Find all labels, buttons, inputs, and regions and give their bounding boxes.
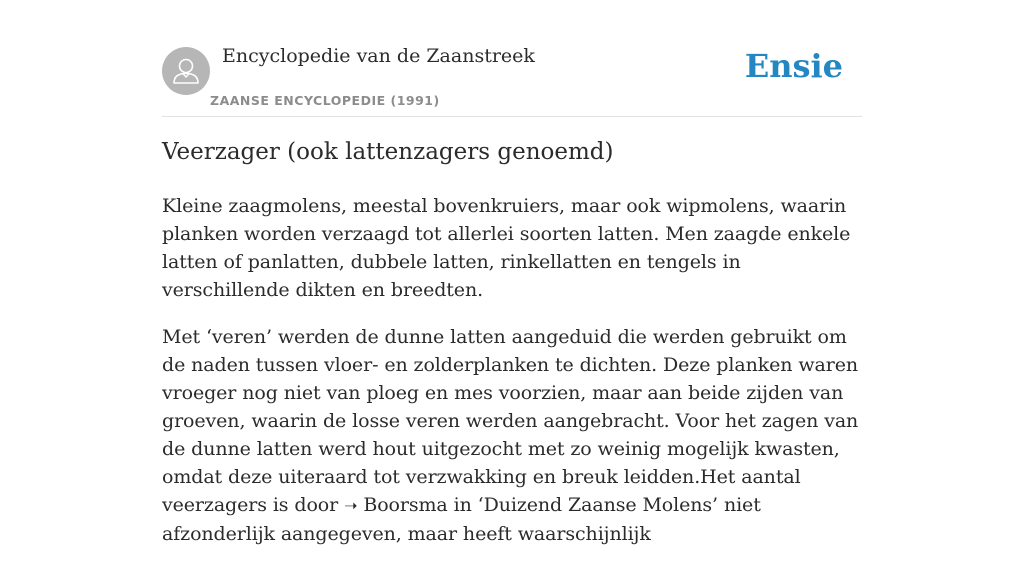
article-body [162, 192, 862, 567]
reference-link-boorsma[interactable]: Boorsma [363, 494, 448, 516]
user-avatar-icon[interactable] [162, 47, 210, 95]
page [162, 0, 862, 545]
paragraph-text: in ‘Duizend Zaanse Molens’ niet afzonderlijk aangegeven, maar heeft waarschijnlijk [162, 494, 761, 545]
paragraph-text: Met ‘veren’ werden de dunne latten aangeduid die werden gebruikt om de naden tussen vloer- en zolderplanken te dichten. Deze planken waren vroeger nog niet van ploeg en mes voorzien, maar aan beide zijden van groeven, waarin de losse veren werden aangebracht. Voor het zagen van de dunne latten werd hout uitgezocht met zo weinig mogelijk kwasten, omdat deze uiteraard tot verzwakking en breuk leidden.Het aantal veerzagers is door [162, 326, 859, 516]
source-subtitle[interactable]: ZAANSE ENCYCLOPEDIE (1991) [210, 93, 440, 108]
article-title: Veerzager (ook lattenzagers genoemd) [162, 139, 614, 165]
reference-arrow-icon: ➝ [344, 496, 358, 515]
source-header [162, 0, 862, 117]
article-paragraph [162, 323, 862, 548]
source-title[interactable]: Encyclopedie van de Zaanstreek [222, 45, 535, 67]
brand-logo[interactable]: Ensie [744, 47, 843, 85]
article-paragraph: Kleine zaagmolens, meestal bovenkruiers, maar ook wipmolens, waarin planken worden verzaagd tot allerlei soorten latten. Men zaagde enkele latten of panlatten, dubbele latten, rinkellatten en tengels in verschillende dikten en breedten. [162, 195, 851, 301]
